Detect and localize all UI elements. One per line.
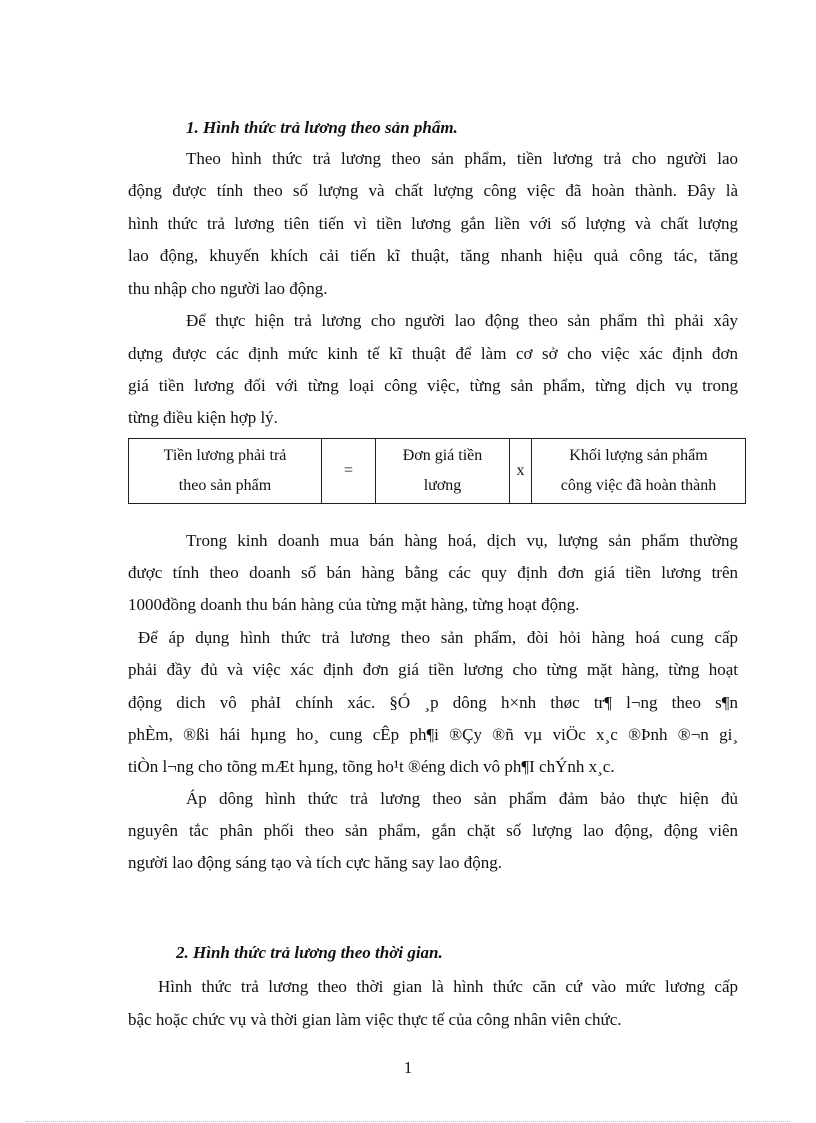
formula-equals-cell: = xyxy=(322,439,376,504)
s1-p4-line-1: Để áp dụng hình thức trả lương theo sản phẩm, đòi hỏi hàng hoá cung cấp xyxy=(138,628,738,647)
s1-p2-line-1: Để thực hiện trả lương cho người lao động theo sản phẩm thì phải xây xyxy=(186,311,738,330)
s1-p5-line-3: người lao động sáng tạo và tích cực hăng say lao động. xyxy=(128,853,502,872)
s1-p3-line-1: Trong kinh doanh mua bán hàng hoá, dịch vụ, lượng sản phẩm thường xyxy=(186,531,738,550)
s1-p4-line-2: phải đầy đủ và việc xác định đơn giá tiền lương cho từng mặt hàng, từng hoạt xyxy=(128,660,738,679)
formula-quantity-line-2: công việc đã hoàn thành xyxy=(560,477,717,494)
s1-p5-line-1: Áp dông hình thức trả lương theo sản phẩm đảm bảo thực hiện đủ xyxy=(186,789,738,808)
s1-p3-line-2: được tính theo doanh số bán hàng bằng các quy định đơn giá tiền lương trên xyxy=(128,563,738,582)
s1-p4-line-3: động dich vô phảI chính xác. §Ó ¸p dông h×nh thøc tr¶ l¬ng theo s¶n xyxy=(128,693,738,712)
formula-salary-line-1: Tiền lương phải trả xyxy=(163,447,287,464)
s1-p1-line-2: động được tính theo số lượng và chất lượng công việc đã hoàn thành. Đây là xyxy=(128,181,738,200)
s1-p4-line-4: phÈm, ®ßi hái hµng ho¸ cung cÊp ph¶i ®Çy ®ñ vµ viÖc x¸c ®Þnh ®¬n gi¸ xyxy=(128,725,738,744)
formula-unit-price-cell xyxy=(376,439,510,504)
s1-p2-line-4: từng điều kiện hợp lý. xyxy=(128,408,278,427)
s1-p5-line-2: nguyên tắc phân phối theo sản phẩm, gắn chặt số lượng lao động, động viên xyxy=(128,821,738,840)
s1-p2-line-3: giá tiền lương đối với từng loại công việc, từng sản phẩm, từng dịch vụ trong xyxy=(128,376,738,395)
s1-p2-line-2: dựng được các định mức kinh tế kĩ thuật để làm cơ sở cho việc xác định đơn xyxy=(128,344,738,363)
formula-times-cell: x xyxy=(510,439,532,504)
s1-p3-line-3: 1000đồng doanh thu bán hàng của từng mặt hàng, từng hoạt động. xyxy=(128,595,580,614)
page-bottom-rule xyxy=(26,1121,790,1122)
s1-p1-line-3: hình thức trả lương tiên tiến vì tiền lương gắn liền với số lượng và chất lượng xyxy=(128,214,738,233)
formula-unit-price-line-2: lương xyxy=(423,477,462,494)
s2-p1-line-2: bậc hoặc chức vụ và thời gian làm việc thực tế của công nhân viên chức. xyxy=(128,1010,622,1029)
page-number: 1 xyxy=(403,1058,413,1077)
s1-p4-line-5: tiÒn l¬ng cho tõng mÆt hµng, tõng ho¹t ®éng dich vô ph¶I chÝnh x¸c. xyxy=(128,757,615,776)
formula-quantity-cell xyxy=(532,439,746,504)
s1-p1-line-5: thu nhập cho người lao động. xyxy=(128,279,328,298)
section-2-heading: 2. Hình thức trả lương theo thời gian. xyxy=(176,943,443,962)
section-1-heading: 1. Hình thức trả lương theo sản phẩm. xyxy=(186,118,458,137)
salary-formula-table xyxy=(128,438,746,504)
s2-p1-line-1: Hình thức trả lương theo thời gian là hình thức căn cứ vào mức lương cấp xyxy=(158,977,738,996)
s1-p1-line-1: Theo hình thức trả lương theo sản phẩm, tiền lương trả cho người lao xyxy=(186,149,738,168)
formula-salary-cell xyxy=(129,439,322,504)
formula-quantity-line-1: Khối lượng sản phẩm xyxy=(569,447,708,464)
formula-salary-line-2: theo sản phẩm xyxy=(178,477,272,494)
s1-p1-line-4: lao động, khuyến khích cải tiến kĩ thuật, tăng nhanh hiệu quả công tác, tăng xyxy=(128,246,738,265)
formula-unit-price-line-1: Đơn giá tiền xyxy=(402,447,483,464)
